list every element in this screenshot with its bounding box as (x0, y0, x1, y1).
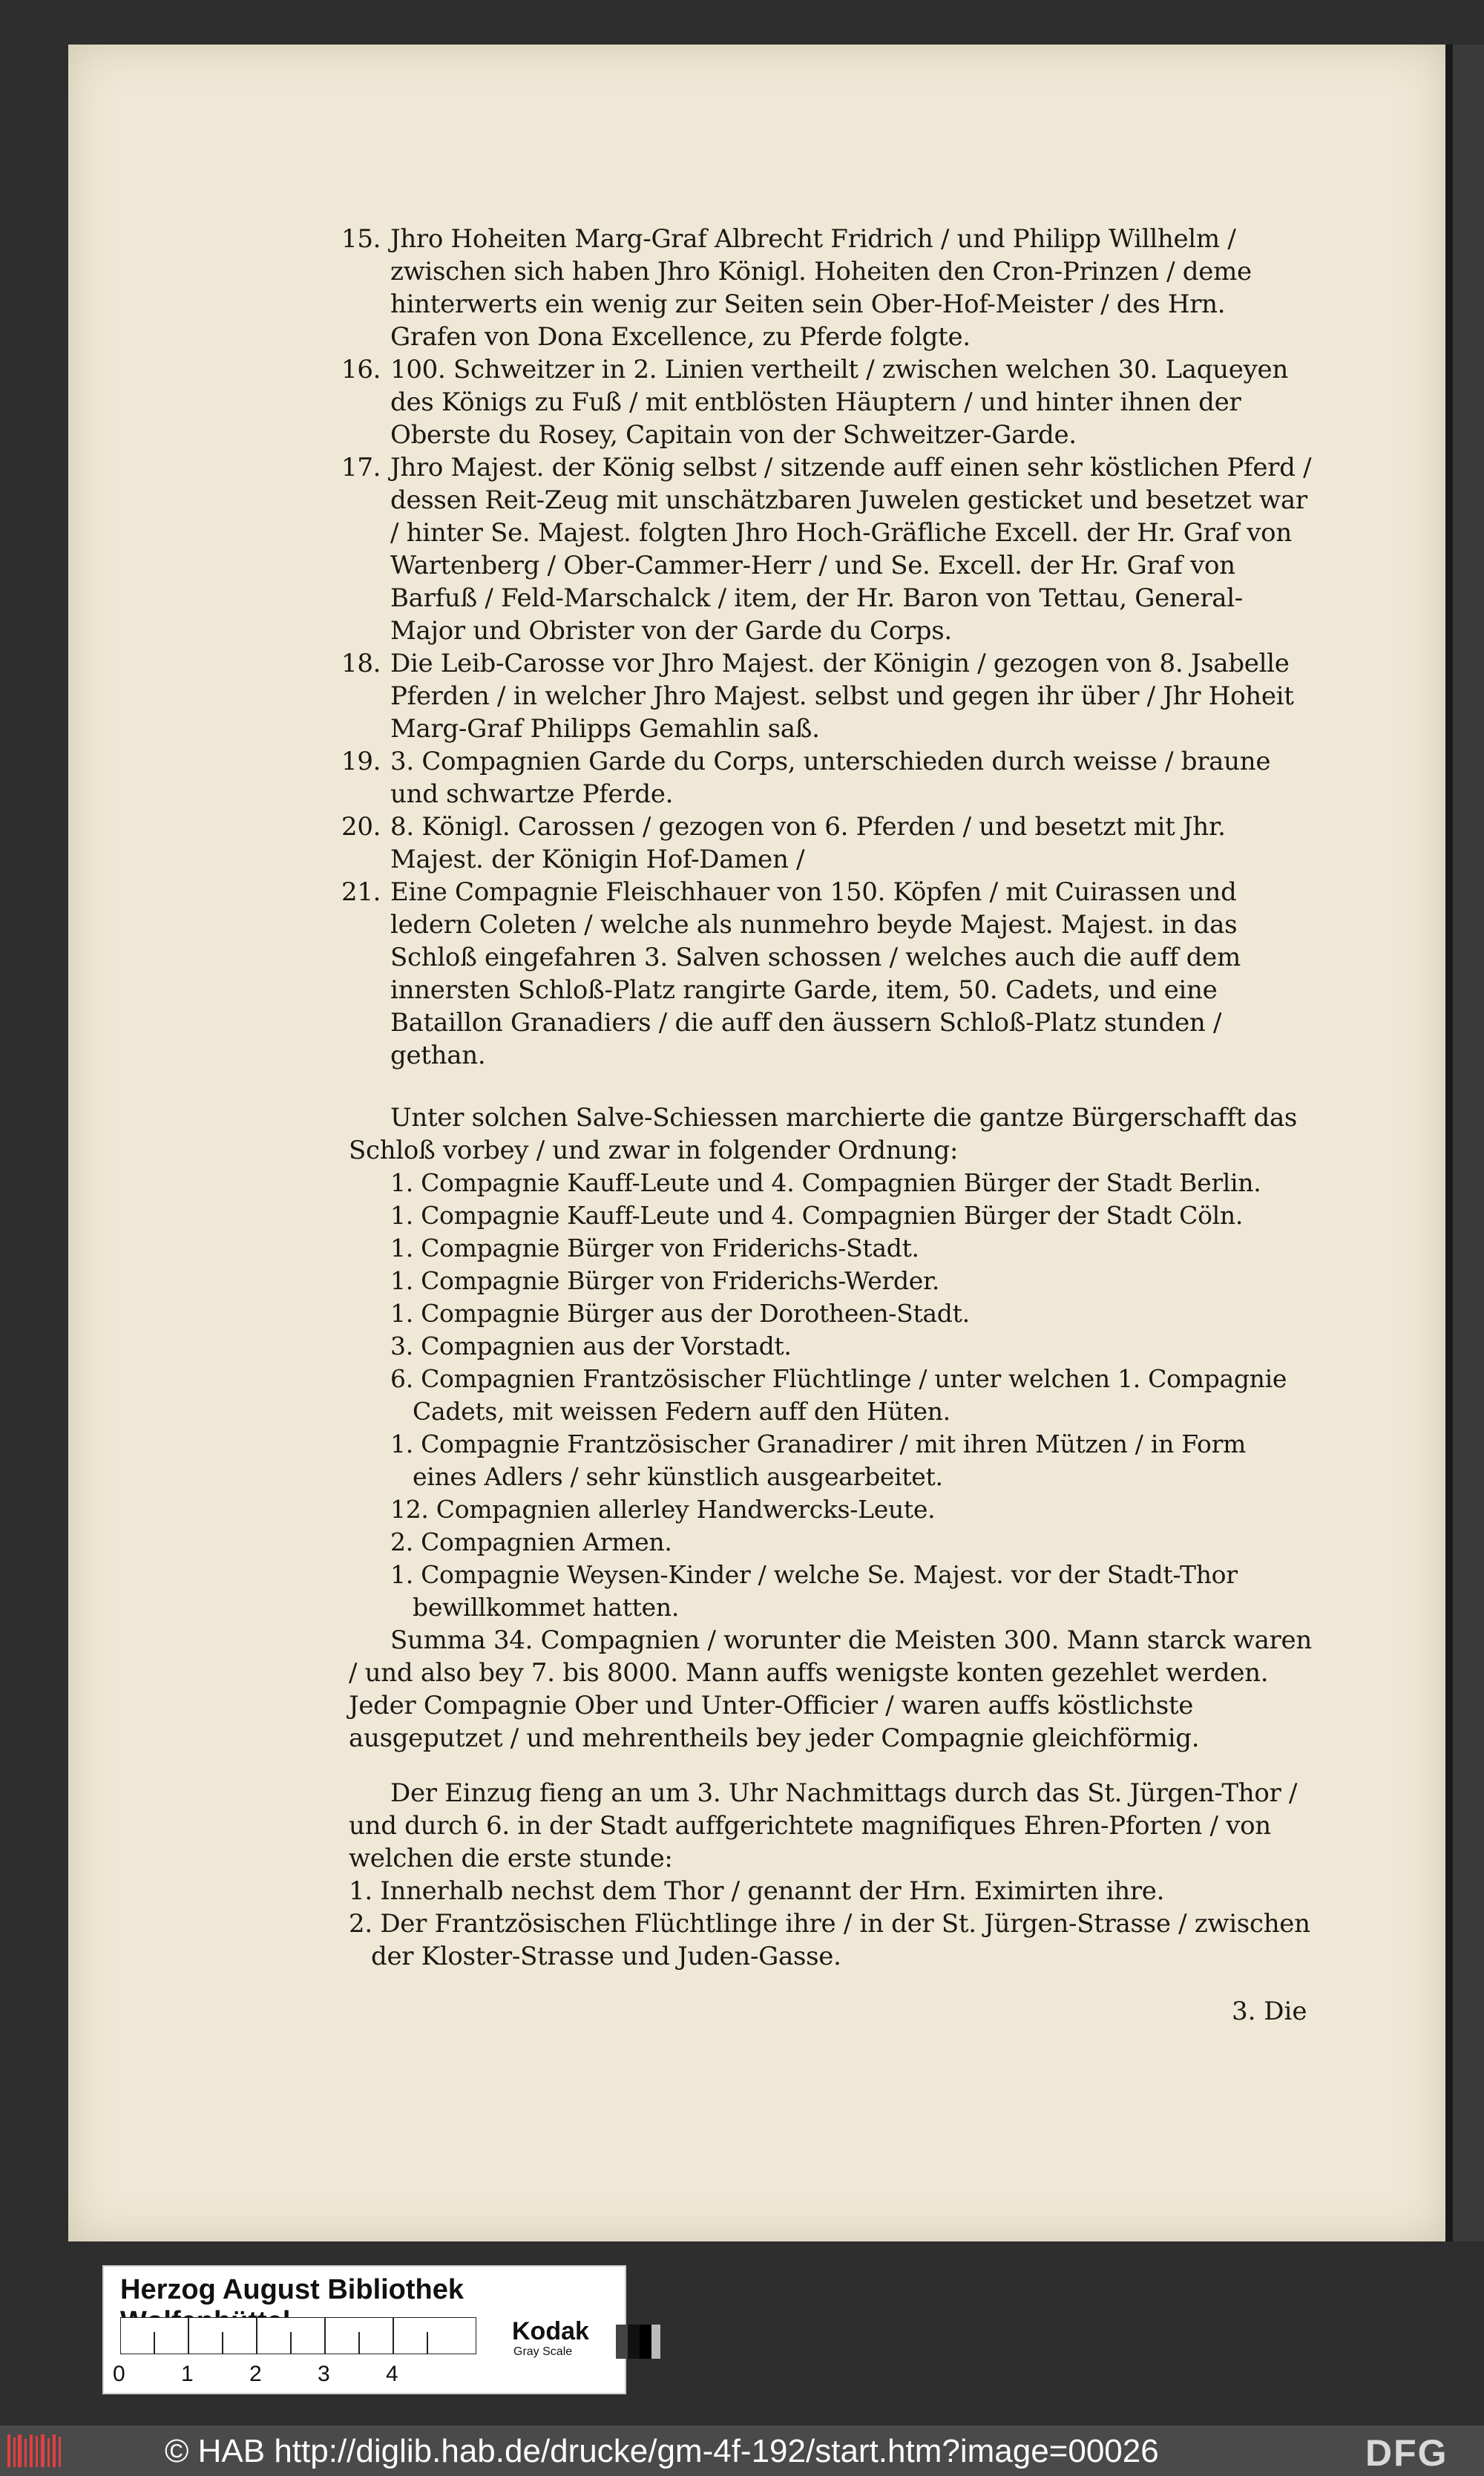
item-number: 16. (341, 355, 381, 384)
item-number: 20. (341, 812, 381, 842)
page-edge (1445, 45, 1453, 2241)
procession-item-15 (341, 223, 1313, 353)
intro-paragraph: Unter solchen Salve-Schiessen marchierte die gantze Bürgerschafft das Schloß vorbey / und zwar in folgender Ordnung: (349, 1103, 1298, 1165)
spacer (349, 1755, 1313, 1777)
page-text (341, 223, 1313, 1973)
ruler-number: 4 (386, 2362, 398, 2386)
item-number: 19. (341, 747, 381, 776)
item-text: 3. Compagnien Garde du Corps, unterschieden durch weisse / braune und schwartze Pferde. (390, 747, 1271, 809)
ruler-number: 3 (318, 2362, 330, 2386)
list-item: 1. Compagnie Frantzösischer Granadirer / mit ihren Mützen / in Form eines Adlers / sehr künstlich ausgearbeitet. (390, 1429, 1247, 1491)
kodak-label: Kodak (512, 2317, 589, 2345)
item-text: 100. Schweitzer in 2. Linien vertheilt / zwischen welchen 30. Laqueyen des Königs zu Fuß / mit entblösten Häuptern / und hinter ihnen der Oberste du Rosey, Capitain von der Schweitzer-Garde. (390, 355, 1288, 450)
item-text: Eine Compagnie Fleischhauer von 150. Köpfen / mit Cuirassen und ledern Coleten / welche als nunmehro beyde Majest. Majest. in das Schloß eingefahren 3. Salven schossen / welches auch die auff dem innersten Schloß-Platz rangirte Garde, item, 50. Cadets, und eine Bataillon Granadiers / die auff den äussern Schloß-Platz stunden / gethan. (390, 877, 1241, 1070)
copyright-url: © HAB http://diglib.hab.de/drucke/gm-4f-192/start.htm?image=00026 (165, 2433, 1159, 2469)
page-right-margin (1453, 45, 1484, 2241)
ruler-number: 1 (181, 2362, 194, 2386)
item-number: 21. (341, 877, 381, 907)
procession-item-16 (341, 353, 1313, 451)
list-item: 1. Compagnie Bürger von Friderichs-Stadt. (390, 1234, 919, 1262)
item-text: Jhro Majest. der König selbst / sitzende auff einen sehr köstlichen Pferd / dessen Reit-Zeug mit unschätzbaren Juwelen gesticket und besetzet war / hinter Se. Majest. folgten Jhro Hoch-Gräfliche Excell. der Hr. Graf von Wartenberg / Ober-Cammer-Herr / und Se. Excell. der Hr. Graf von Barfuß / Feld-Marschalck / item, der Hr. Baron von Tettau, General-Major und Obrister von der Garde du Corps. (390, 453, 1312, 646)
summa-paragraph: Summa 34. Compagnien / worunter die Meisten 300. Mann starck waren / und also bey 7. bis 8000. Mann auffs wenigste konten gezehlet werden. Jeder Compagnie Ober und Unter-Officier / waren auffs köstlichste ausgeputzet / und mehrentheils bey jeder Compagnie gleichförmig. (349, 1625, 1312, 1753)
procession-item-21 (341, 876, 1313, 1072)
item-text: Jhro Hoheiten Marg-Graf Albrecht Fridrich / und Philipp Willhelm / zwischen sich haben Jhro Königl. Hoheiten den Cron-Prinzen / deme hinterwerts ein wenig zur Seiten sein Ober-Hof-Meister / des Hrn. Grafen von Dona Excellence, zu Pferde folgte. (390, 224, 1252, 352)
footer-bar (0, 2426, 1484, 2476)
spacer (349, 1072, 1313, 1101)
barcode-icon (7, 2434, 62, 2467)
grayscale-label: Gray Scale (513, 2345, 573, 2358)
color-target-card (102, 2265, 626, 2394)
item-text: Die Leib-Carosse vor Jhro Majest. der Königin / gezogen von 8. Jsabelle Pferden / in welcher Jhro Majest. selbst und gegen ihr über / Jhr Hoheit Marg-Graf Philipps Gemahlin saß. (390, 649, 1294, 744)
list-item: 1. Compagnie Kauff-Leute und 4. Compagnien Bürger der Stadt Berlin. (390, 1168, 1261, 1197)
ruler-scale (120, 2317, 476, 2354)
library-name: Herzog August Bibliothek (120, 2274, 464, 2305)
procession-item-20 (341, 810, 1313, 876)
list-item: 1. Innerhalb nechst dem Thor / genannt der Hrn. Eximirten ihre. (349, 1876, 1165, 1906)
ruler-number: 2 (249, 2362, 262, 2386)
item-number: 17. (341, 453, 381, 482)
dfg-logo: DFG (1365, 2432, 1448, 2474)
item-number: 18. (341, 649, 381, 678)
list-item: 2. Compagnien Armen. (390, 1527, 672, 1556)
list-item: 1. Compagnie Kauff-Leute und 4. Compagnien Bürger der Stadt Cöln. (390, 1201, 1244, 1230)
item-number: 15. (341, 224, 381, 254)
list-item: 3. Compagnien aus der Vorstadt. (390, 1332, 792, 1360)
list-item: 1. Compagnie Bürger aus der Dorotheen-Stadt. (390, 1299, 970, 1328)
procession-item-19 (341, 745, 1313, 810)
list-item: 1. Compagnie Bürger von Friderichs-Werder. (390, 1266, 940, 1295)
list-item: 12. Compagnien allerley Handwercks-Leute. (390, 1495, 936, 1524)
list-item: 2. Der Frantzösischen Flüchtlinge ihre / in der St. Jürgen-Strasse / zwischen der Kloster-Strasse und Juden-Gasse. (349, 1909, 1310, 1971)
list-item: 1. Compagnie Weysen-Kinder / welche Se. Majest. vor der Stadt-Thor bewillkommet hatten. (390, 1560, 1238, 1622)
einzug-paragraph: Der Einzug fieng an um 3. Uhr Nachmittags durch das St. Jürgen-Thor / und durch 6. in der Stadt auffgerichtete magnifiques Ehren-Pforten / von welchen die erste stunde: (349, 1778, 1298, 1873)
list-item: 6. Compagnien Frantzösischer Flüchtlinge / unter welchen 1. Compagnie Cadets, mit weissen Federn auff den Hüten. (390, 1364, 1287, 1426)
burgher-order-list (349, 1167, 1313, 1624)
procession-item-17 (341, 451, 1313, 647)
ruler-number: 0 (113, 2362, 125, 2386)
procession-item-18 (341, 647, 1313, 745)
item-text: 8. Königl. Carossen / gezogen von 6. Pferden / und besetzt mit Jhr. Majest. der Königin Hof-Damen / (390, 812, 1226, 874)
catchword: 3. Die (1232, 1997, 1307, 2026)
